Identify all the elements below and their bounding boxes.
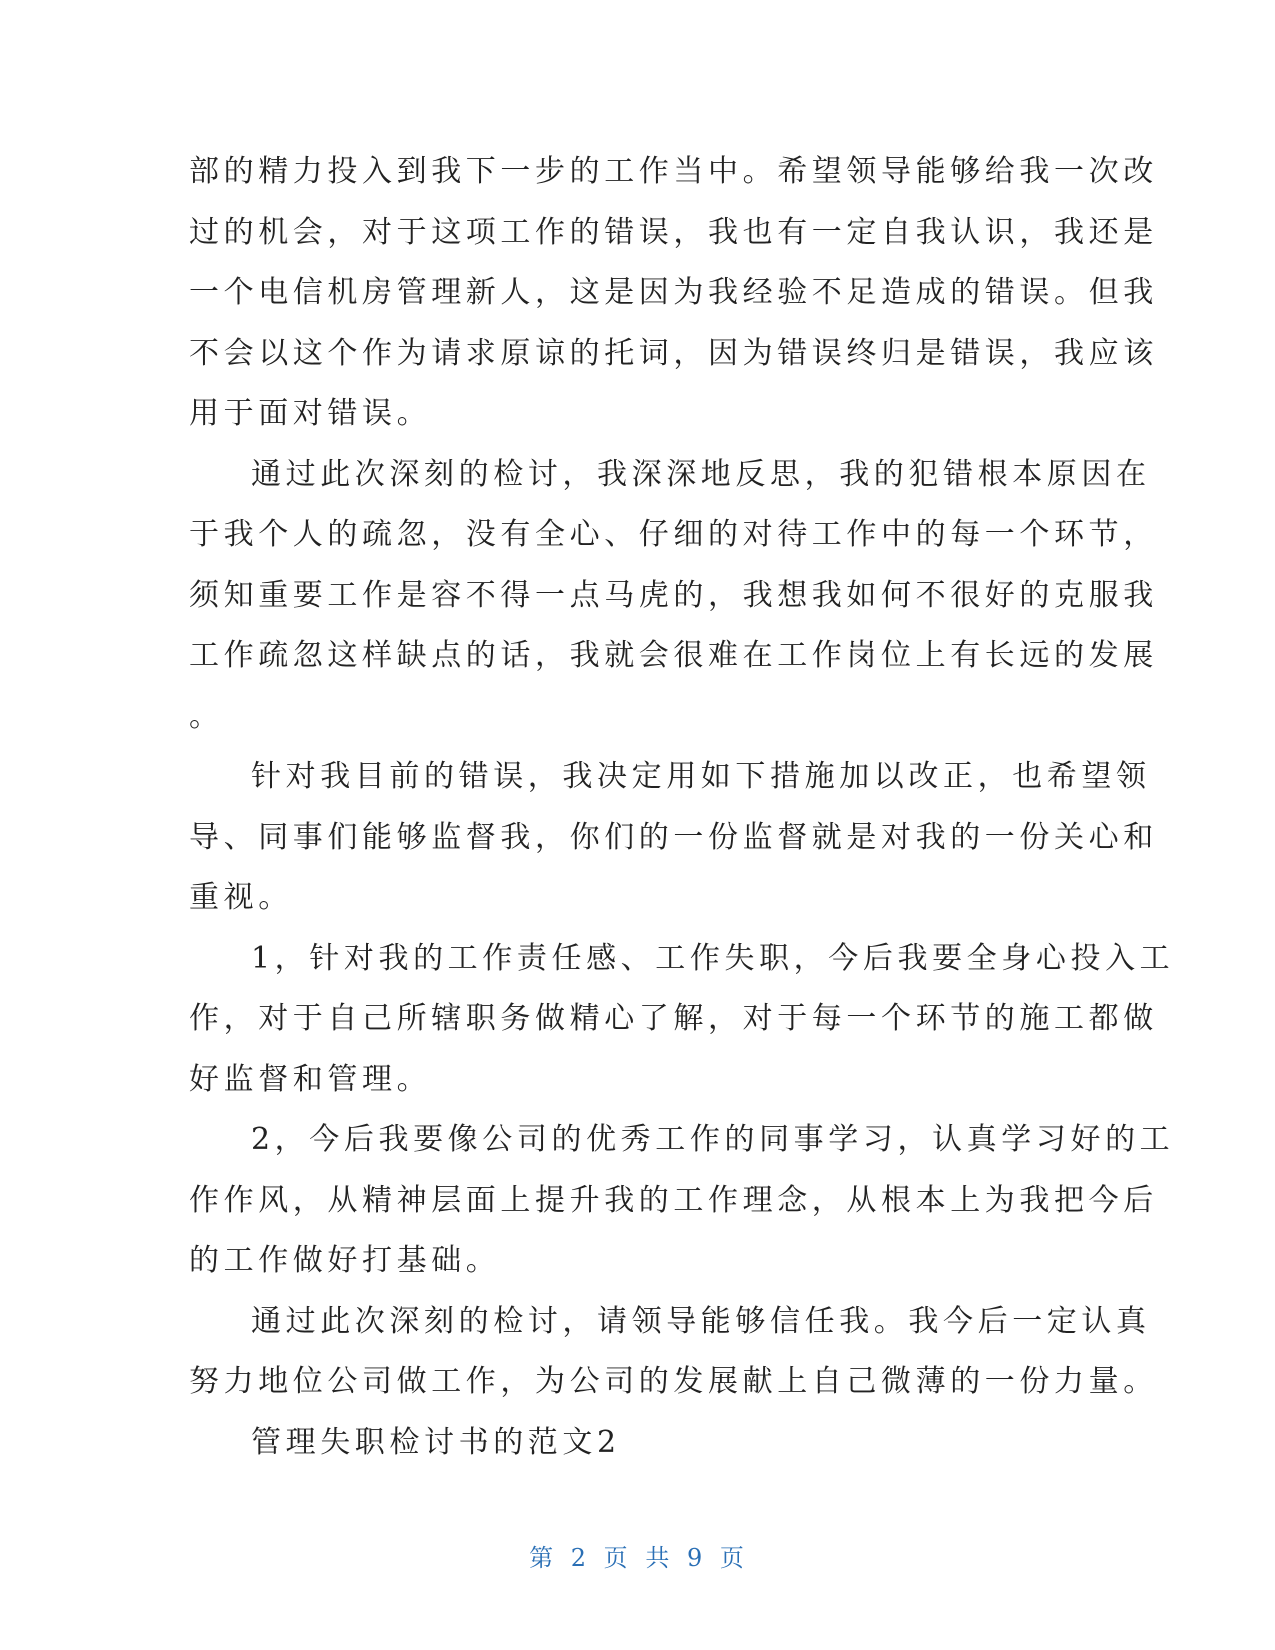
text-line: 作，对于自己所辖职务做精心了解，对于每一个环节的施工都做 — [189, 1001, 1158, 1036]
footer-total-unit: 页 — [719, 1544, 746, 1572]
page-footer — [0, 1538, 1275, 1573]
text-line: 作作风，从精神层面上提升我的工作理念，从根本上为我把今后 — [189, 1182, 1158, 1218]
text-line: 部的精力投入到我下一步的工作当中。希望领导能够给我一次改 — [189, 154, 1158, 189]
footer-total-pages: 9 — [686, 1544, 705, 1572]
text-line: 过的机会，对于这项工作的错误，我也有一定自我认识，我还是 — [189, 214, 1158, 250]
text-line: 好监督和管理。 — [189, 1061, 432, 1097]
text-line: 不会以这个作为请求原谅的托词，因为错误终归是错误，我应该 — [189, 335, 1158, 371]
document-body — [189, 142, 1175, 1473]
footer-total-label: 共 — [645, 1544, 672, 1572]
text-line: 努力地位公司做工作，为公司的发展献上自己微薄的一份力量。 — [189, 1364, 1158, 1399]
text-line: 用于面对错误。 — [189, 396, 432, 431]
text-line: 通过此次深刻的检讨，请领导能够信任我。我今后一定认真 — [251, 1303, 1151, 1339]
text-line: 1，针对我的工作责任感、工作失职，今后我要全身心投入工 — [251, 940, 1175, 976]
text-line: 一个电信机房管理新人，这是因为我经验不足造成的错误。但我 — [189, 275, 1158, 310]
footer-current-page: 2 — [570, 1544, 589, 1572]
text-line: 工作疏忽这样缺点的话，我就会很难在工作岗位上有长远的发展 — [189, 638, 1158, 673]
text-line: 管理失职检讨书的范文2 — [251, 1424, 621, 1460]
text-line: 通过此次深刻的检讨，我深深地反思，我的犯错根本原因在 — [251, 456, 1151, 492]
text-line: 重视。 — [189, 880, 293, 915]
text-line: 的工作做好打基础。 — [189, 1243, 501, 1278]
text-line: 。 — [189, 698, 224, 734]
text-line: 2，今后我要像公司的优秀工作的同事学习，认真学习好的工 — [251, 1122, 1175, 1157]
text-line: 导、同事们能够监督我，你们的一份监督就是对我的一份关心和 — [189, 819, 1158, 855]
text-line: 针对我目前的错误，我决定用如下措施加以改正，也希望领 — [251, 759, 1151, 794]
text-line: 须知重要工作是容不得一点马虎的，我想我如何不很好的克服我 — [189, 577, 1158, 613]
text-line: 于我个人的疏忽，没有全心、仔细的对待工作中的每一个环节， — [189, 517, 1158, 552]
footer-page-label: 第 — [529, 1544, 556, 1572]
footer-page-unit: 页 — [603, 1544, 630, 1572]
